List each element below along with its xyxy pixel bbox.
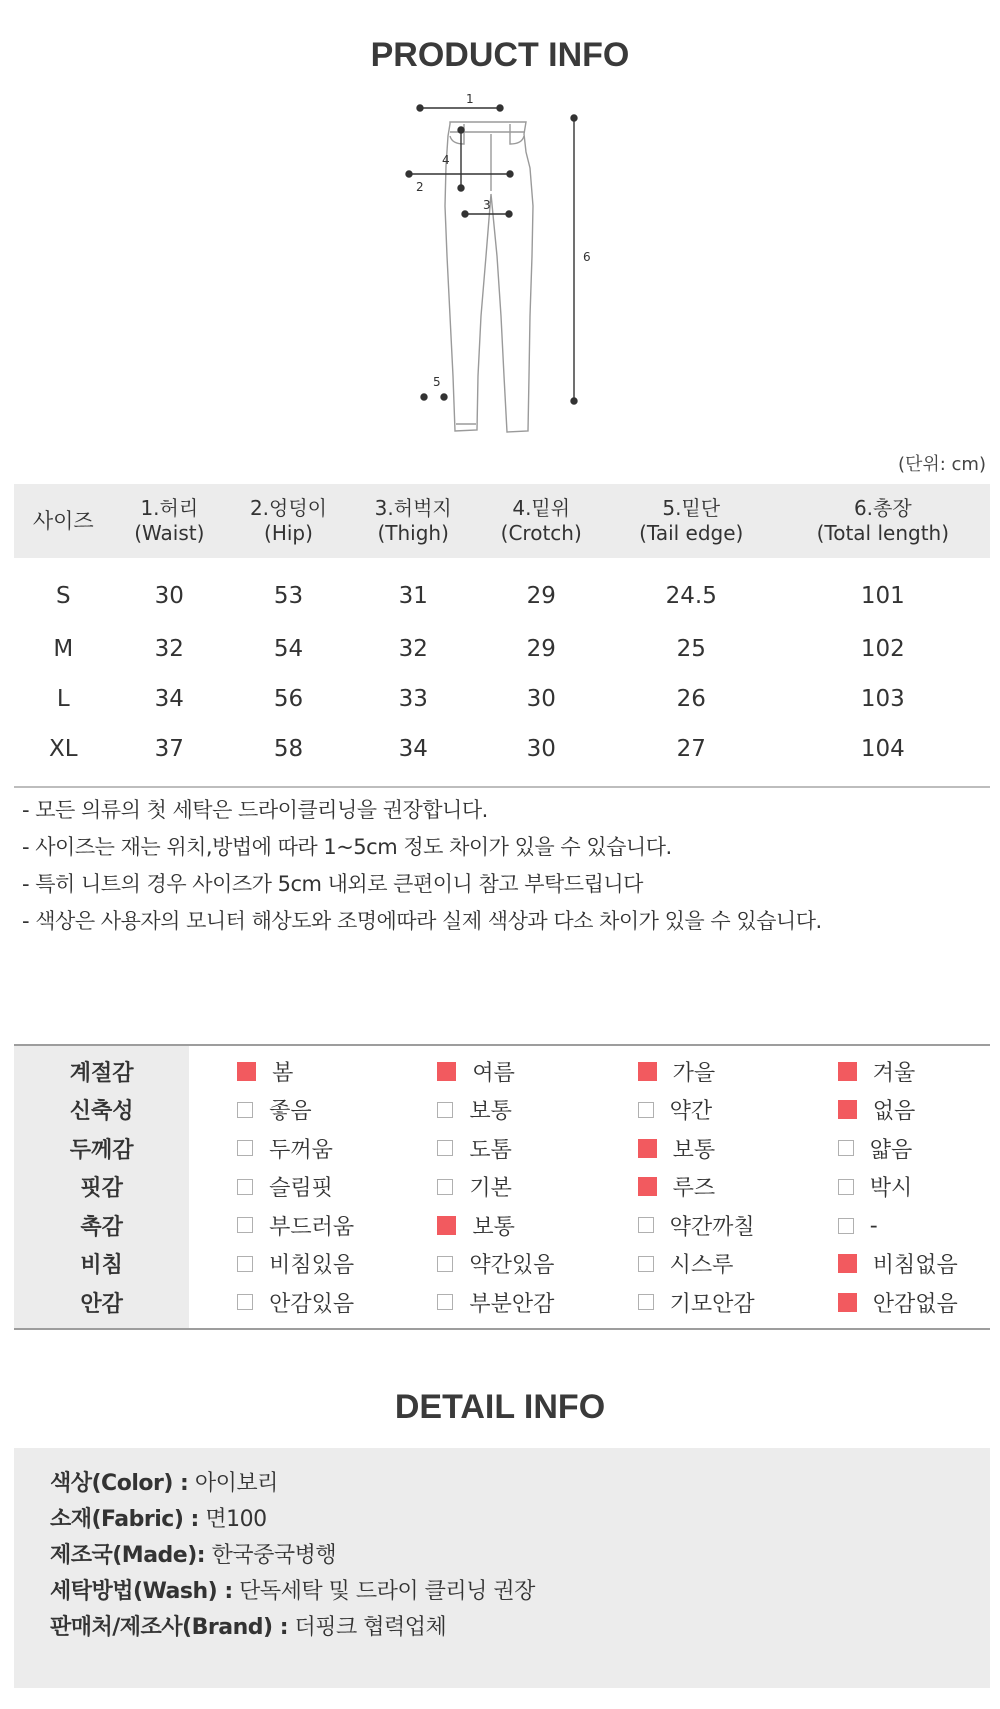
attribute-option xyxy=(389,1245,589,1284)
header-thigh: 3.허벅지 (Thigh) xyxy=(374,496,452,545)
attribute-row xyxy=(14,1091,990,1130)
detail-value: 단독세탁 및 드라이 클리닝 권장 xyxy=(239,1579,535,1604)
size-row xyxy=(14,674,990,724)
attribute-option xyxy=(790,1206,990,1245)
attribute-option xyxy=(189,1283,389,1329)
size-value-cell: 33 xyxy=(398,686,428,712)
attribute-option xyxy=(590,1206,790,1245)
attribute-option xyxy=(590,1283,790,1329)
detail-row xyxy=(50,1466,278,1497)
size-value-cell: 102 xyxy=(860,636,905,662)
unchecked-box-icon xyxy=(237,1256,253,1272)
unchecked-box-icon xyxy=(237,1140,253,1156)
pants-outline xyxy=(445,122,533,432)
unchecked-box-icon xyxy=(237,1217,253,1233)
detail-row xyxy=(50,1574,535,1605)
checked-box-icon xyxy=(838,1100,857,1119)
attribute-option-label: 가을 xyxy=(672,1060,716,1086)
unchecked-box-icon xyxy=(838,1218,854,1234)
attribute-label: 계절감 xyxy=(14,1045,189,1091)
checked-box-icon xyxy=(237,1062,256,1081)
attribute-option-label: 기본 xyxy=(469,1176,512,1202)
size-value-cell: 37 xyxy=(154,736,184,762)
attribute-row xyxy=(14,1129,990,1168)
header-crotch: 4.밑위 (Crotch) xyxy=(500,496,582,545)
attribute-option-label: 겨울 xyxy=(872,1060,916,1086)
attribute-option-label: 비침있음 xyxy=(269,1253,355,1279)
attribute-row xyxy=(14,1245,990,1284)
detail-info-box xyxy=(14,1448,990,1688)
detail-key: 소재(Fabric) : xyxy=(50,1507,199,1532)
attribute-option xyxy=(790,1045,990,1091)
attribute-option-label: 박시 xyxy=(869,1176,913,1202)
size-row xyxy=(14,724,990,787)
attribute-option xyxy=(389,1283,589,1329)
attribute-option xyxy=(389,1168,589,1207)
unchecked-box-icon xyxy=(237,1294,253,1310)
size-table-header-row xyxy=(14,484,990,558)
unchecked-box-icon xyxy=(838,1179,854,1195)
size-value-cell: 104 xyxy=(860,736,905,762)
size-value-cell: 29 xyxy=(526,636,556,662)
checked-box-icon xyxy=(638,1062,657,1081)
attribute-label: 촉감 xyxy=(14,1206,189,1245)
detail-key: 판매처/제조사(Brand) : xyxy=(50,1615,288,1640)
attribute-label: 비침 xyxy=(14,1245,189,1284)
attribute-option xyxy=(189,1091,389,1130)
detail-key: 세탁방법(Wash) : xyxy=(50,1579,233,1604)
attribute-option-label: 도톰 xyxy=(469,1137,512,1163)
detail-value: 아이보리 xyxy=(194,1471,278,1496)
attribute-option xyxy=(590,1045,790,1091)
attribute-option-label: 부분안감 xyxy=(469,1291,555,1317)
size-value-cell: 31 xyxy=(398,583,428,609)
attribute-option-label: 시스루 xyxy=(669,1253,734,1279)
size-value-cell: 29 xyxy=(526,583,556,609)
detail-row xyxy=(50,1538,336,1569)
header-size: 사이즈 xyxy=(32,508,94,533)
attribute-option-label: 약간까칠 xyxy=(669,1214,755,1240)
attribute-label: 신축성 xyxy=(14,1091,189,1130)
diagram-label-2: 2 xyxy=(416,180,424,194)
header-total-length: 6.총장 (Total length) xyxy=(816,496,950,545)
size-value-cell: 34 xyxy=(398,736,428,762)
size-label-cell: L xyxy=(56,686,70,712)
size-value-cell: 32 xyxy=(154,636,184,662)
note-item: - 특히 니트의 경우 사이즈가 5cm 내외로 큰편이니 참고 부탁드립니다 xyxy=(22,872,643,896)
note-item: - 모든 의류의 첫 세탁은 드라이클리닝을 권장합니다. xyxy=(22,798,488,822)
size-row xyxy=(14,624,990,674)
diagram-label-5: 5 xyxy=(433,375,441,389)
unchecked-box-icon xyxy=(638,1256,654,1272)
size-row xyxy=(14,558,990,624)
attribute-option xyxy=(389,1045,589,1091)
attribute-option xyxy=(189,1168,389,1207)
attribute-option-label: 슬림핏 xyxy=(269,1176,333,1202)
unchecked-box-icon xyxy=(437,1294,453,1310)
detail-value: 더핑크 협력업체 xyxy=(294,1615,447,1640)
attribute-option xyxy=(590,1168,790,1207)
attribute-option xyxy=(790,1283,990,1329)
size-value-cell: 25 xyxy=(676,636,706,662)
unchecked-box-icon xyxy=(437,1102,453,1118)
unchecked-box-icon xyxy=(437,1179,453,1195)
attribute-option-label: 없음 xyxy=(872,1099,916,1125)
attribute-option-label: 루즈 xyxy=(672,1176,716,1202)
attribute-label: 안감 xyxy=(14,1283,189,1329)
size-value-cell: 34 xyxy=(154,686,184,712)
detail-key: 제조국(Made): xyxy=(50,1543,206,1568)
attribute-option xyxy=(189,1129,389,1168)
product-info-title: PRODUCT INFO xyxy=(370,36,630,74)
attribute-option xyxy=(790,1245,990,1284)
size-value-cell: 54 xyxy=(273,636,304,662)
size-value-cell: 56 xyxy=(273,686,304,712)
detail-row xyxy=(50,1502,267,1533)
attribute-option-label: 기모안감 xyxy=(669,1291,755,1317)
checked-box-icon xyxy=(638,1139,657,1158)
unchecked-box-icon xyxy=(437,1256,453,1272)
attribute-option xyxy=(389,1091,589,1130)
attribute-option-label: 안감있음 xyxy=(269,1291,355,1317)
unchecked-box-icon xyxy=(838,1140,854,1156)
unchecked-box-icon xyxy=(237,1102,253,1118)
checked-box-icon xyxy=(838,1254,857,1273)
attribute-option-label: 얇음 xyxy=(869,1137,913,1163)
size-value-cell: 30 xyxy=(526,736,556,762)
size-label-cell: S xyxy=(55,583,71,609)
detail-value: 한국중국병행 xyxy=(211,1543,337,1568)
attribute-option-label: - xyxy=(869,1213,878,1238)
attribute-option-label: 비침없음 xyxy=(872,1253,958,1279)
attribute-option xyxy=(189,1045,389,1091)
attribute-option xyxy=(389,1129,589,1168)
attribute-option xyxy=(790,1091,990,1130)
size-value-cell: 58 xyxy=(273,736,304,762)
size-value-cell: 27 xyxy=(676,736,706,762)
attribute-row xyxy=(14,1206,990,1245)
header-tail-edge: 5.밑단 (Tail edge) xyxy=(639,496,744,545)
attribute-option-label: 보통 xyxy=(672,1137,716,1163)
detail-key: 색상(Color) : xyxy=(50,1471,189,1496)
checked-box-icon xyxy=(638,1177,657,1196)
unit-note: (단위: cm) xyxy=(897,454,986,475)
unchecked-box-icon xyxy=(638,1102,654,1118)
attribute-option-label: 보통 xyxy=(469,1099,512,1125)
checked-box-icon xyxy=(437,1216,456,1235)
size-value-cell: 32 xyxy=(398,636,428,662)
attribute-option-label: 좋음 xyxy=(269,1099,312,1125)
attribute-option xyxy=(189,1245,389,1284)
unchecked-box-icon xyxy=(437,1140,453,1156)
attribute-option-label: 보통 xyxy=(472,1214,515,1240)
attributes-table xyxy=(14,1044,990,1330)
size-value-cell: 30 xyxy=(526,686,556,712)
size-value-cell: 53 xyxy=(273,583,304,609)
header-hip: 2.엉덩이 (Hip) xyxy=(249,496,327,545)
attribute-option xyxy=(590,1129,790,1168)
attribute-option-label: 여름 xyxy=(472,1060,515,1086)
attribute-label: 핏감 xyxy=(14,1168,189,1207)
attribute-option xyxy=(189,1206,389,1245)
size-value-cell: 30 xyxy=(154,583,184,609)
attribute-option xyxy=(590,1245,790,1284)
detail-info-title: DETAIL INFO xyxy=(394,1388,606,1426)
checked-box-icon xyxy=(838,1293,857,1312)
note-item: - 색상은 사용자의 모니터 해상도와 조명에따라 실제 색상과 다소 차이가 있을 수 있습니다. xyxy=(22,909,822,933)
size-value-cell: 24.5 xyxy=(665,583,717,609)
diagram-label-1: 1 xyxy=(466,92,474,106)
notes-list xyxy=(22,792,822,940)
attribute-label: 두께감 xyxy=(14,1129,189,1168)
diagram-label-6: 6 xyxy=(583,250,591,264)
size-label-cell: XL xyxy=(48,736,78,762)
unchecked-box-icon xyxy=(638,1217,654,1233)
attribute-row xyxy=(14,1168,990,1207)
attribute-option xyxy=(590,1091,790,1130)
note-item: - 사이즈는 재는 위치,방법에 따라 1~5cm 정도 차이가 있을 수 있습니다. xyxy=(22,835,672,859)
attribute-option xyxy=(790,1168,990,1207)
detail-row xyxy=(50,1610,446,1641)
checked-box-icon xyxy=(838,1062,857,1081)
size-value-cell: 103 xyxy=(860,686,905,712)
detail-value: 면100 xyxy=(205,1507,267,1532)
diagram-label-3: 3 xyxy=(483,198,491,212)
attribute-row xyxy=(14,1045,990,1091)
attribute-option xyxy=(389,1206,589,1245)
attribute-row xyxy=(14,1283,990,1329)
unchecked-box-icon xyxy=(638,1294,654,1310)
size-value-cell: 101 xyxy=(860,583,905,609)
size-value-cell: 26 xyxy=(676,686,706,712)
attribute-option-label: 부드러움 xyxy=(269,1214,355,1240)
attribute-option-label: 약간 xyxy=(669,1099,713,1125)
size-label-cell: M xyxy=(53,636,74,662)
attribute-option xyxy=(790,1129,990,1168)
diagram-label-4: 4 xyxy=(442,153,450,167)
checked-box-icon xyxy=(437,1062,456,1081)
header-waist: 1.허리 (Waist) xyxy=(134,496,205,545)
pants-measurement-diagram xyxy=(416,92,598,446)
attribute-option-label: 약간있음 xyxy=(469,1253,555,1279)
unchecked-box-icon xyxy=(237,1179,253,1195)
attribute-option-label: 두꺼움 xyxy=(269,1137,333,1163)
attribute-option-label: 안감없음 xyxy=(872,1291,958,1317)
size-table xyxy=(14,484,990,788)
attribute-option-label: 봄 xyxy=(272,1060,294,1086)
